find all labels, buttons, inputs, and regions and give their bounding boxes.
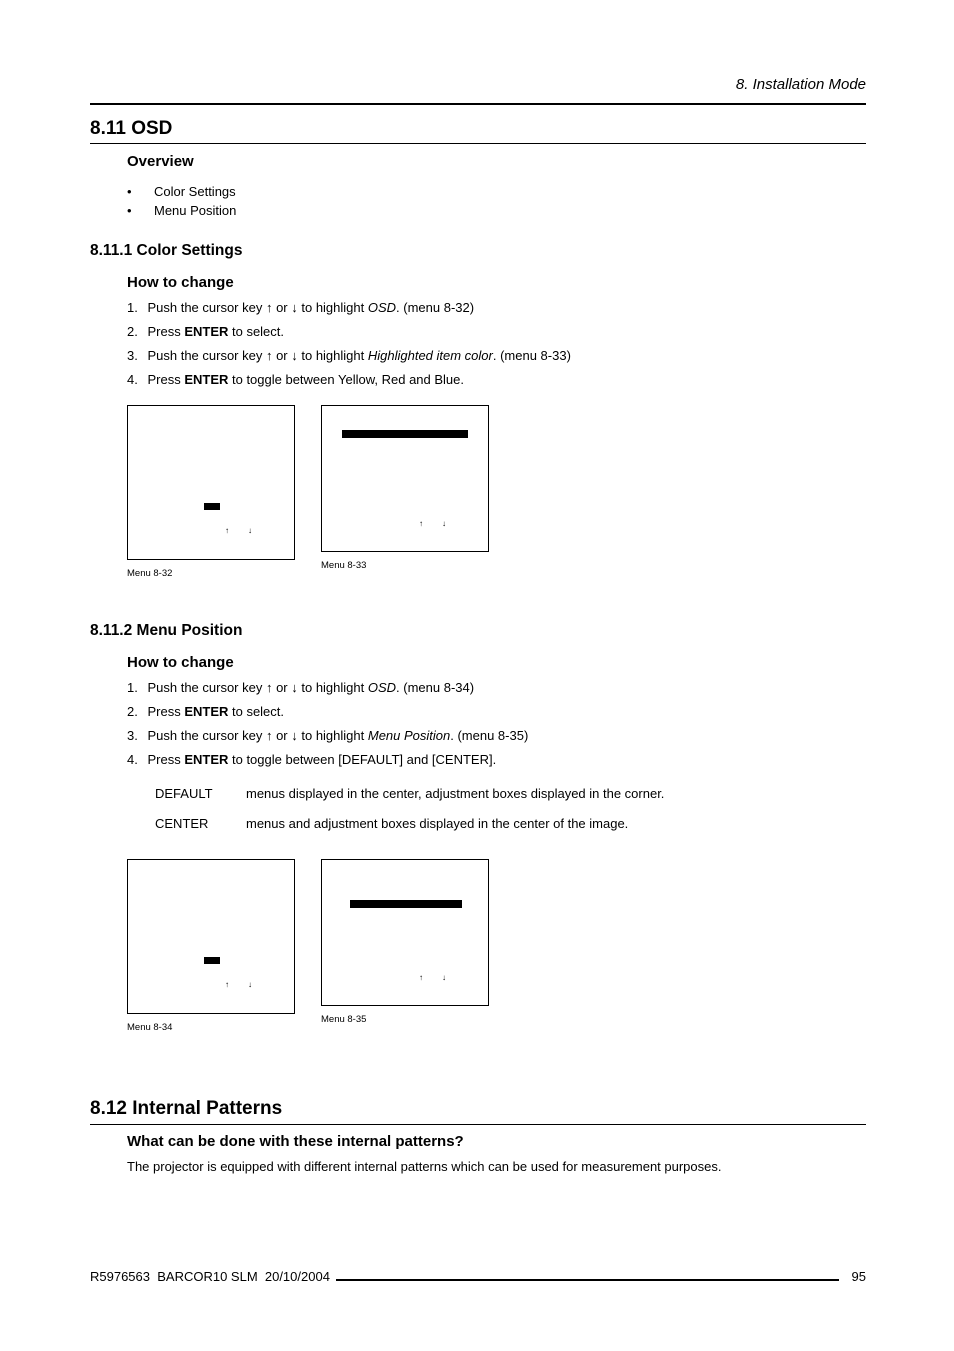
step-key: ENTER	[184, 752, 229, 767]
definition-term: CENTER	[155, 816, 209, 831]
step-number: 4.	[127, 752, 138, 767]
step-item	[127, 372, 464, 387]
step-text: Press	[147, 372, 185, 387]
step-text: Push the cursor key ↑ or ↓ to highlight	[147, 300, 368, 315]
how-to-change-heading: How to change	[127, 654, 234, 671]
highlight-bar	[204, 957, 220, 964]
arrow-up-icon: ↑	[419, 519, 423, 528]
step-key: ENTER	[184, 372, 229, 387]
arrow-down-icon: ↓	[248, 980, 252, 989]
arrow-down-icon: ↓	[442, 973, 446, 982]
section-title-internal-patterns: 8.12 Internal Patterns	[90, 1098, 283, 1119]
step-item	[127, 348, 571, 363]
menu-screenshot-8-32	[127, 405, 295, 560]
menu-caption: Menu 8-33	[321, 560, 367, 571]
step-number: 3.	[127, 728, 138, 743]
menu-screenshot-8-33	[321, 405, 489, 552]
definition-desc: menus and adjustment boxes displayed in the center of the image.	[246, 816, 629, 831]
step-number: 2.	[127, 324, 138, 339]
step-number: 1.	[127, 680, 138, 695]
section-rule-osd	[90, 143, 866, 144]
arrow-up-icon: ↑	[225, 526, 229, 535]
step-emphasis: OSD	[367, 300, 397, 315]
menu-caption: Menu 8-35	[321, 1014, 367, 1025]
definition-desc: menus displayed in the center, adjustment boxes displayed in the corner.	[246, 786, 665, 801]
overview-list	[127, 184, 236, 222]
highlight-bar	[204, 503, 220, 510]
step-item	[127, 300, 474, 315]
section-title-osd: 8.11 OSD	[90, 118, 173, 139]
footer-rule	[336, 1279, 839, 1281]
arrow-down-icon: ↓	[442, 519, 446, 528]
step-text-end: . (menu 8-34)	[396, 680, 475, 695]
menu-caption: Menu 8-34	[127, 1022, 173, 1033]
step-text: Push the cursor key ↑ or ↓ to highlight	[147, 728, 368, 743]
step-text-end: to toggle between Yellow, Red and Blue.	[228, 372, 464, 387]
step-number: 2.	[127, 704, 138, 719]
menu-screenshot-8-35	[321, 859, 489, 1006]
step-emphasis: Highlighted item color	[367, 348, 493, 363]
title-bar	[342, 430, 468, 438]
step-item	[127, 752, 496, 767]
list-item: • Color Settings	[127, 184, 236, 203]
list-item: • Menu Position	[127, 203, 236, 222]
step-item	[127, 728, 528, 743]
overview-heading: Overview	[127, 153, 194, 170]
step-text: Press	[147, 704, 185, 719]
arrow-up-icon: ↑	[419, 973, 423, 982]
step-text-end: to select.	[228, 704, 285, 719]
footer-doc-ref: R5976563 BARCOR10 SLM 20/10/2004	[90, 1269, 330, 1284]
step-item	[127, 324, 284, 339]
step-text-end: . (menu 8-35)	[450, 728, 529, 743]
step-text: Press	[147, 752, 185, 767]
step-key: ENTER	[184, 704, 229, 719]
definition-term: DEFAULT	[155, 786, 213, 801]
step-text-end: to toggle between [DEFAULT] and [CENTER].	[228, 752, 497, 767]
header-rule	[90, 103, 866, 105]
section-rule-patterns	[90, 1124, 866, 1125]
arrow-down-icon: ↓	[248, 526, 252, 535]
step-item	[127, 704, 284, 719]
step-text-end: . (menu 8-32)	[396, 300, 475, 315]
step-item	[127, 680, 474, 695]
step-emphasis: OSD	[367, 680, 397, 695]
patterns-body: The projector is equipped with different internal patterns which can be used for measurement purposes.	[127, 1159, 722, 1174]
page-number: 95	[851, 1269, 866, 1284]
step-text-end: to select.	[228, 324, 285, 339]
subsection-title-color-settings: 8.11.1 Color Settings	[90, 242, 243, 259]
chapter-header: 8. Installation Mode	[735, 76, 866, 93]
title-bar	[350, 900, 462, 908]
how-to-change-heading: How to change	[127, 274, 234, 291]
step-number: 3.	[127, 348, 138, 363]
step-text: Push the cursor key ↑ or ↓ to highlight	[147, 680, 368, 695]
menu-caption: Menu 8-32	[127, 568, 173, 579]
step-emphasis: Menu Position	[367, 728, 451, 743]
step-text-end: . (menu 8-33)	[492, 348, 571, 363]
step-key: ENTER	[184, 324, 229, 339]
subsection-title-menu-position: 8.11.2 Menu Position	[90, 622, 243, 639]
step-number: 4.	[127, 372, 138, 387]
step-number: 1.	[127, 300, 138, 315]
arrow-up-icon: ↑	[225, 980, 229, 989]
menu-screenshot-8-34	[127, 859, 295, 1014]
step-text: Push the cursor key ↑ or ↓ to highlight	[147, 348, 368, 363]
patterns-heading: What can be done with these internal patterns?	[127, 1133, 464, 1150]
step-text: Press	[147, 324, 185, 339]
